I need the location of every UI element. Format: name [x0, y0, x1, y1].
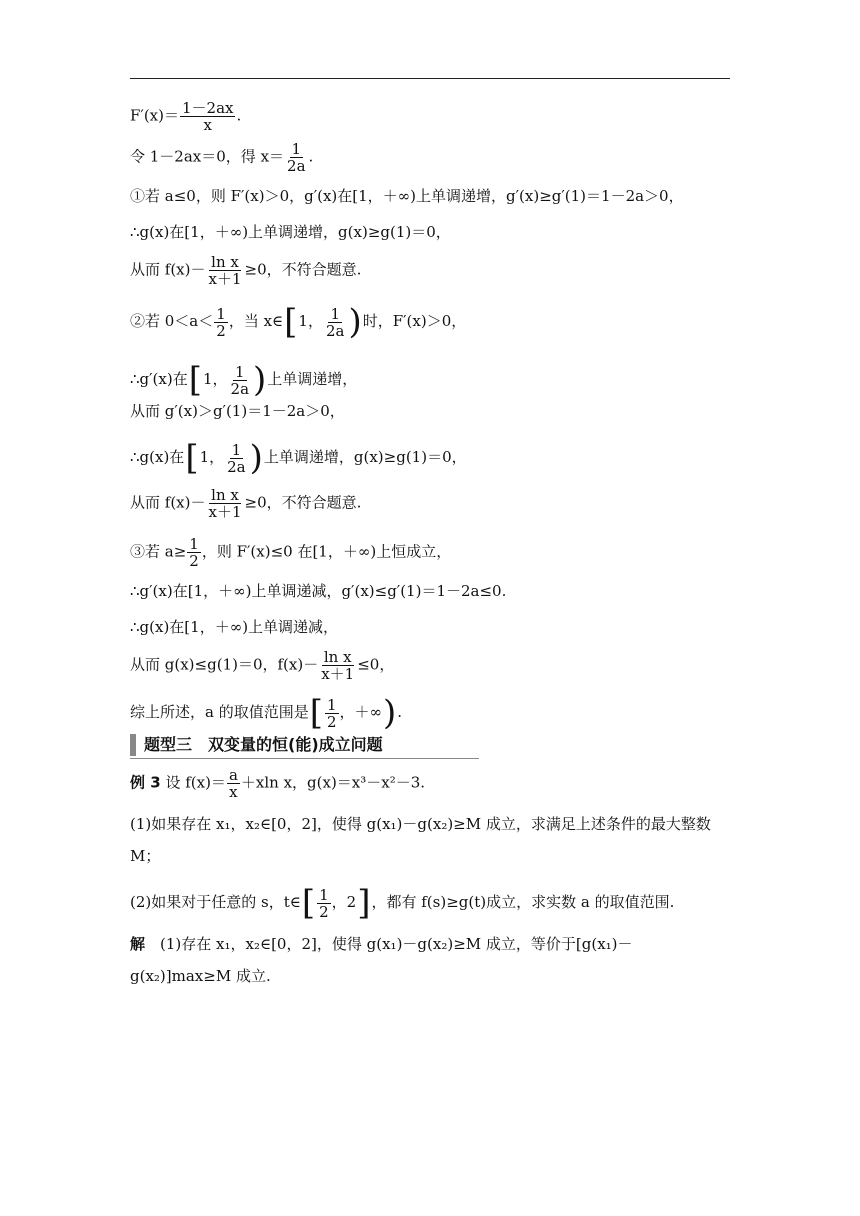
- question-2: [130, 883, 740, 923]
- line-case2-e: [130, 487, 740, 520]
- line-conclusion: [130, 693, 740, 733]
- numerator: 1: [216, 304, 226, 323]
- line-case3-d: [130, 649, 740, 682]
- numerator: 1－2ax: [181, 99, 234, 117]
- line-case2: [130, 302, 740, 342]
- question-1: [130, 808, 730, 872]
- text: ①若 a≤0，则 F′(x)＞0，g′(x)在[1，＋∞)上单调递增，g′(x)≥g′(1)＝1－2a＞0，: [130, 187, 684, 205]
- denominator: x＋1: [321, 665, 355, 683]
- text: ∴g(x)在[1，＋∞)上单调递增，g(x)≥g(1)＝0，: [130, 223, 451, 241]
- text: ②若 0＜a＜: [130, 312, 214, 330]
- text: ，都有 f(s)≥g(t)成立，求实数 a 的取值范围.: [371, 893, 675, 911]
- numerator: 1: [330, 304, 340, 323]
- denominator: x: [203, 116, 212, 134]
- solution: [130, 928, 730, 992]
- fraction: [285, 141, 308, 174]
- text: 从而 g(x)≤g(1)＝0，f(x)－: [130, 655, 319, 674]
- text: ＋xln x，g(x)＝x³－x²－3.: [240, 773, 426, 792]
- heading-text: 题型三 双变量的恒(能)成立问题: [144, 735, 383, 754]
- numerator: 1: [235, 362, 245, 381]
- line-case2-d: [130, 438, 740, 478]
- fraction: [229, 364, 252, 397]
- fraction: [206, 254, 243, 287]
- text: ，当 x∈: [228, 312, 284, 330]
- numerator: 1: [319, 885, 329, 904]
- bracket-left: [: [284, 302, 298, 342]
- text: 从而 f(x)－: [130, 260, 206, 279]
- numerator: 1: [231, 440, 242, 459]
- text: 令 1－2ax＝0，得 x＝: [130, 147, 285, 166]
- line-derivative: [130, 100, 740, 133]
- example-label: 例 3: [130, 773, 161, 792]
- line-set-zero: [130, 141, 740, 174]
- bracket-right: ): [383, 693, 397, 733]
- text: 时，F′(x)＞0，: [362, 312, 467, 330]
- bracket-left: [: [185, 438, 199, 478]
- denominator: 2: [216, 321, 226, 340]
- text: .: [397, 703, 403, 721]
- bracket-right: ): [348, 302, 362, 342]
- fraction: [214, 306, 228, 339]
- bracket-left: [: [188, 360, 202, 400]
- line-case3-b: [130, 577, 740, 605]
- numerator: 1: [189, 535, 199, 553]
- text: ∴g(x)在[1，＋∞)上单调递减，: [130, 618, 339, 636]
- text: (1)存在 x₁，x₂∈[0，2]，使得 g(x₁)－g(x₂)≥M 成立，等价于[g(x₁)－g(x₂)]max≥M 成立.: [130, 935, 633, 985]
- text: .: [236, 106, 242, 125]
- text: ∴g(x)在: [130, 448, 185, 466]
- text: .: [308, 147, 314, 166]
- text: (2)如果对于任意的 s，t∈: [130, 893, 301, 911]
- text: ，＋∞: [339, 703, 383, 721]
- fraction: [227, 767, 240, 800]
- denominator: 2: [319, 902, 329, 921]
- text: 从而 f(x)－: [130, 493, 206, 512]
- fraction: [324, 306, 347, 339]
- bracket-left: [: [301, 883, 316, 923]
- example-line: [130, 767, 740, 800]
- bracket-right: ): [253, 360, 267, 400]
- text: F′(x)＝: [130, 106, 179, 125]
- denominator: 2: [326, 712, 337, 731]
- denominator: 2a: [227, 457, 246, 476]
- line-case1-c: [130, 254, 740, 287]
- line-case2-c: [130, 397, 740, 425]
- text: 1，: [202, 370, 228, 388]
- numerator: ln x: [211, 253, 239, 271]
- line-case2-b: [130, 360, 740, 400]
- text: ∴g′(x)在: [130, 370, 188, 388]
- text: 设 f(x)＝: [160, 773, 226, 792]
- text: ，则 F′(x)≤0 在[1，＋∞)上恒成立，: [201, 542, 452, 561]
- fraction: [325, 697, 339, 730]
- denominator: x＋1: [208, 270, 242, 288]
- document-body: [130, 100, 740, 992]
- bracket-left: [: [309, 693, 323, 733]
- text: 1，: [298, 312, 323, 330]
- numerator: 1: [291, 140, 302, 158]
- text: ，2: [331, 893, 357, 911]
- text: 上单调递增，: [267, 370, 358, 388]
- denominator: x＋1: [208, 503, 242, 521]
- numerator: 1: [326, 695, 337, 714]
- fraction: [317, 887, 331, 920]
- text: ≥0，不符合题意.: [244, 493, 362, 512]
- numerator: a: [228, 766, 238, 784]
- fraction: [180, 100, 236, 133]
- solution-label: 解: [130, 935, 146, 953]
- text: ≥0，不符合题意.: [244, 260, 362, 279]
- line-case3: [130, 536, 740, 569]
- line-case1: [130, 182, 740, 210]
- text: 从而 g′(x)＞g′(1)＝1－2a＞0，: [130, 402, 345, 420]
- denominator: x: [229, 783, 238, 801]
- heading-bar: [130, 734, 136, 756]
- text: 综上所述，a 的取值范围是: [130, 703, 309, 721]
- line-case1-b: [130, 218, 740, 246]
- text: ③若 a≥: [130, 542, 187, 561]
- text: 1，: [199, 448, 225, 466]
- text: 上单调递增，g(x)≥g(1)＝0，: [263, 448, 467, 466]
- text: ∴g′(x)在[1，＋∞)上单调递减，g′(x)≤g′(1)＝1－2a≤0.: [130, 582, 507, 600]
- denominator: 2a: [230, 379, 250, 398]
- text: ≤0，: [357, 655, 395, 674]
- header-rule: [130, 78, 730, 79]
- text: (1)如果存在 x₁，x₂∈[0，2]，使得 g(x₁)－g(x₂)≥M 成立，求满足上述条件的最大整数 M；: [130, 815, 711, 865]
- numerator: ln x: [211, 486, 239, 504]
- bracket-right: ): [249, 438, 263, 478]
- section-heading: [130, 732, 479, 759]
- fraction: [206, 487, 243, 520]
- line-case3-c: [130, 613, 740, 641]
- denominator: 2a: [287, 157, 306, 175]
- denominator: 2: [189, 552, 199, 570]
- bracket-right: ]: [357, 883, 371, 923]
- fraction: [187, 536, 201, 569]
- numerator: ln x: [323, 648, 352, 666]
- fraction: [225, 442, 248, 475]
- denominator: 2a: [325, 321, 345, 340]
- fraction: [319, 649, 356, 682]
